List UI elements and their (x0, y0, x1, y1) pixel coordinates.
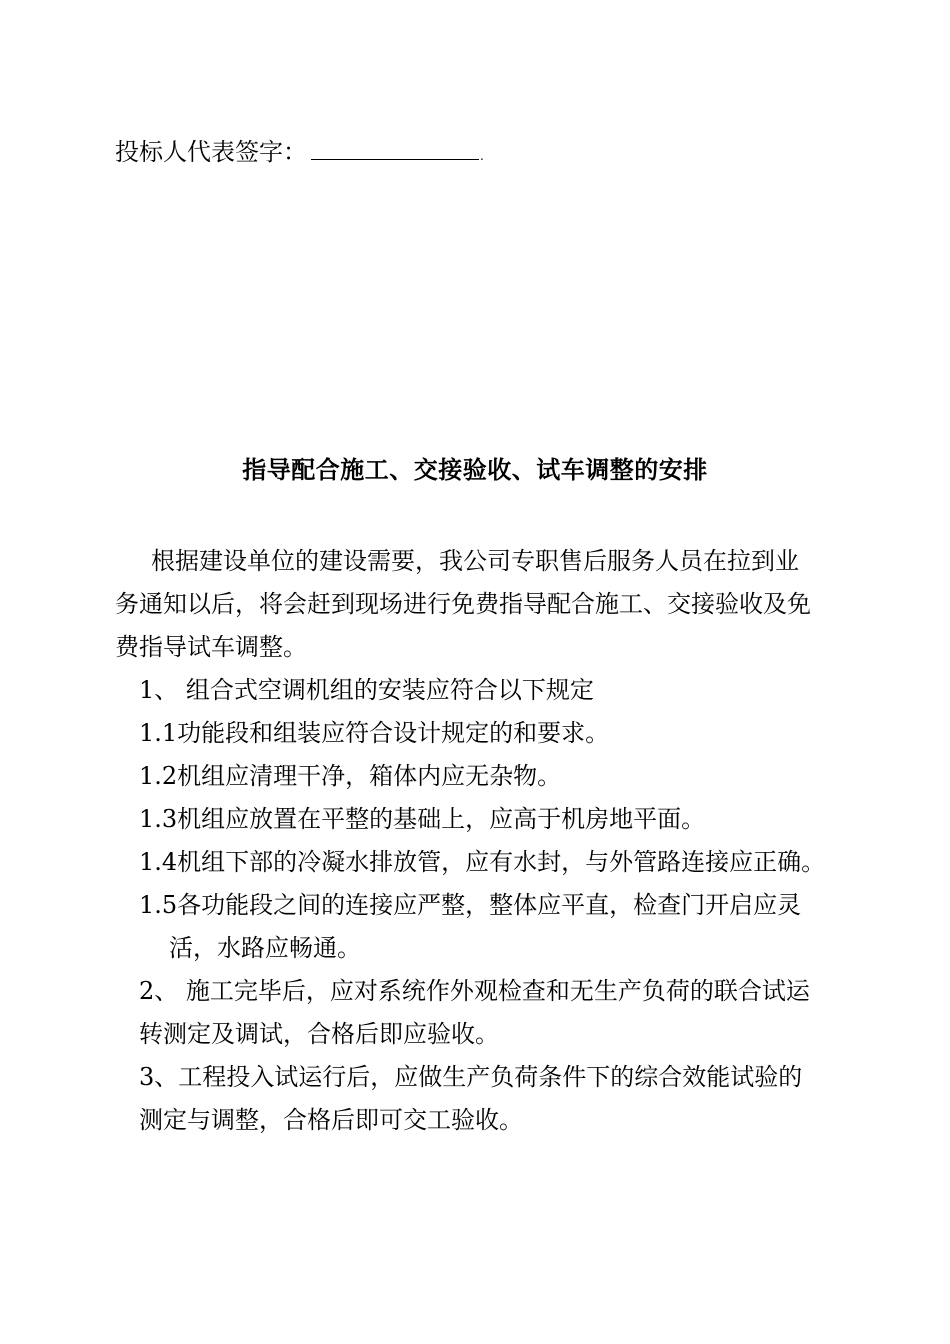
list-item: 1.4机组下部的冷凝水排放管，应有水封，与外管路连接应正确。 (139, 848, 826, 876)
list-item: 2、 施工完毕后，应对系统作外观检查和无生产负荷的联合试运 (139, 977, 810, 1005)
body-text (115, 540, 840, 1142)
list-item: 3、工程投入试运行后，应做生产负荷条件下的综合效能试验的 (139, 1063, 803, 1091)
text-line: 务通知以后，将会赶到现场进行免费指导配合施工、交接验收及免 (115, 590, 811, 618)
document-title: 指导配合施工、交接验收、试车调整的安排 (242, 455, 708, 484)
signature-trail: . (480, 149, 484, 163)
signature-label: 投标人代表签字： (115, 138, 307, 166)
list-item: 1、 组合式空调机组的安装应符合以下规定 (139, 676, 594, 704)
list-item-continuation: 转测定及调试，合格后即应验收。 (139, 1020, 499, 1048)
list-item: 1.2机组应清理干净，箱体内应无杂物。 (139, 762, 562, 790)
text-line: 费指导试车调整。 (115, 633, 307, 661)
list-item: 1.3机组应放置在平整的基础上，应高于机房地平面。 (139, 805, 706, 833)
list-item-continuation: 活，水路应畅通。 (169, 934, 361, 962)
text-line: 根据建设单位的建设需要，我公司专职售后服务人员在拉到业 (151, 547, 799, 575)
list-item-continuation: 测定与调整，合格后即可交工验收。 (139, 1106, 523, 1134)
signature-row (115, 133, 484, 174)
list-item: 1.5各功能段之间的连接应严整，整体应平直，检查门开启应灵 (139, 891, 802, 919)
list-item: 1.1功能段和组装应符合设计规定的和要求。 (139, 719, 610, 747)
signature-blank-line[interactable] (311, 133, 479, 160)
